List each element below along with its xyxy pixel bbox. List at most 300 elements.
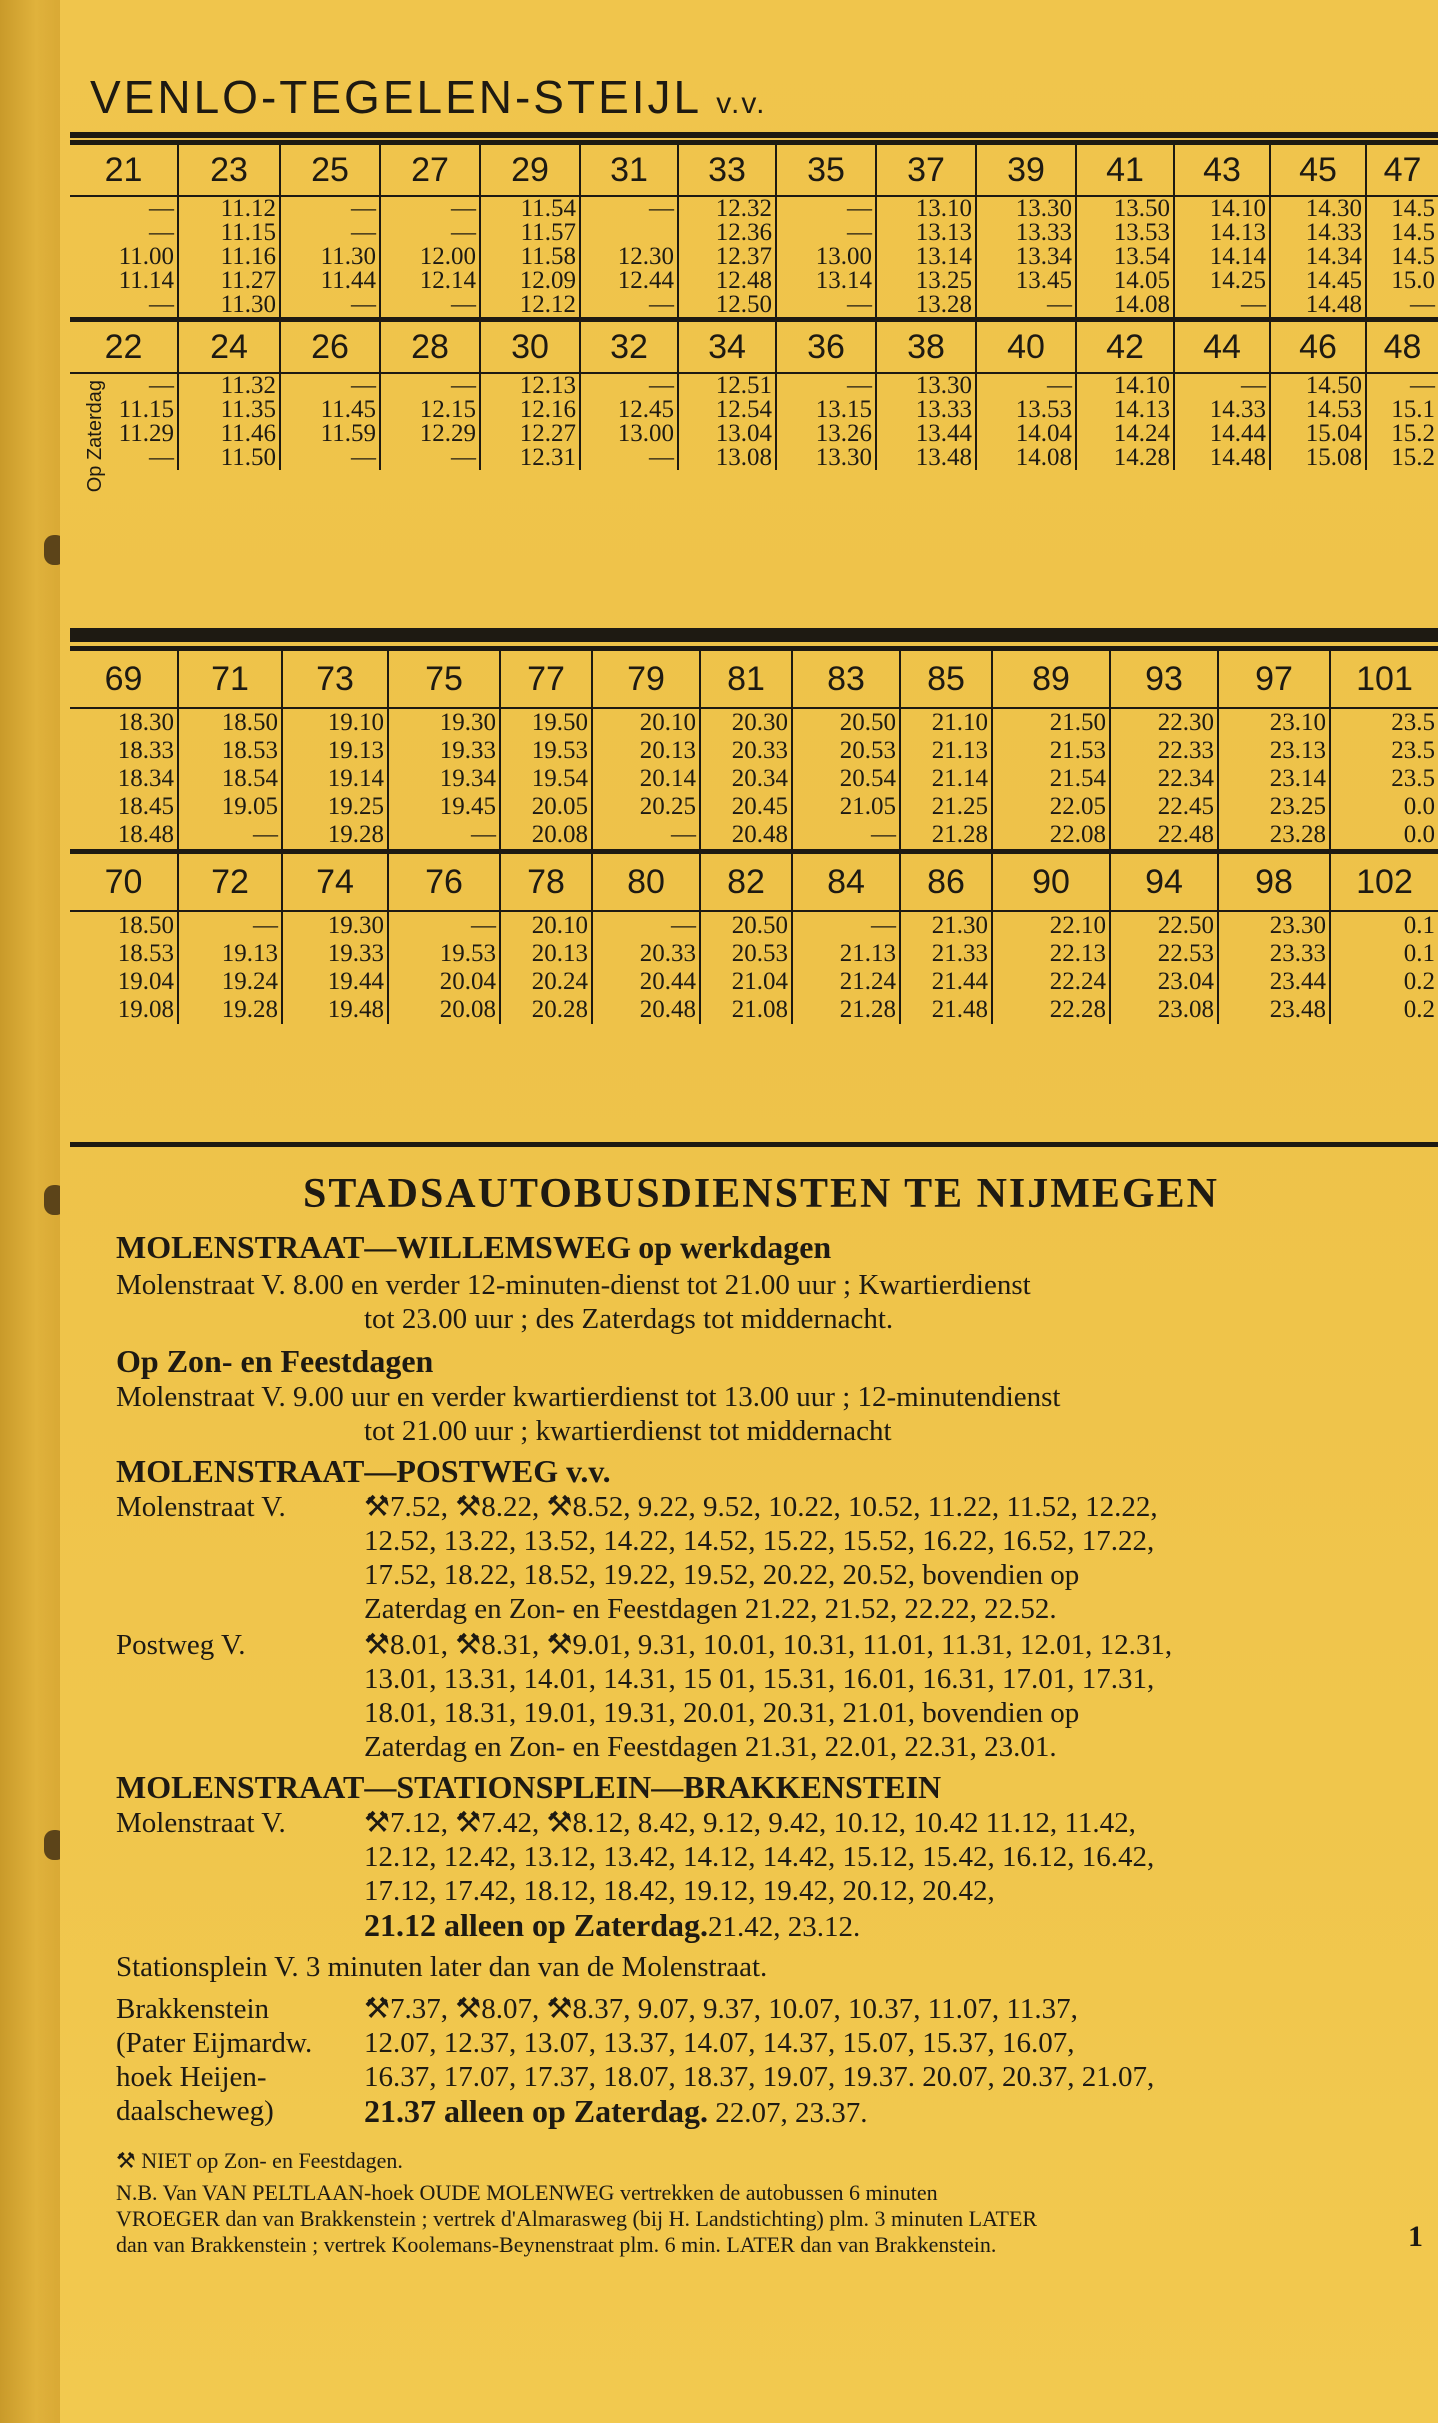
time-cell: 14.50 [1270,373,1366,398]
s1-line-1: Molenstraat V. 8.00 en verder 12-minuten-dienst tot 21.00 uur ; Kwartierdienst [116,1269,1031,1301]
train-number: 47 [1366,143,1438,197]
time-cell: 22.05 [992,793,1110,821]
time-cell: — [149,373,174,398]
time-cell: — [1366,293,1438,320]
time-cell: 23.14 [1218,765,1330,793]
time-cell: 12.27 [480,422,580,446]
s4-line-4: 21.12 alleen op Zaterdag.21.42, 23.12. [364,1907,861,1943]
train-number: 43 [1174,143,1270,197]
train-number: 77 [500,649,592,709]
time-cell: 23.48 [1218,996,1330,1024]
time-cell: 12.48 [678,269,776,293]
time-cell: 19.53 [500,737,592,765]
time-cell: 20.50 [792,708,900,737]
s3-line-6: 13.01, 13.31, 14.01, 14.31, 15 01, 15.31, 16.01, 16.31, 17.01, 17.31, [364,1663,1155,1695]
time-cell: 0.0 [1330,821,1438,852]
s4-label-brakkenstein: Brakkenstein [116,1993,270,2025]
time-cell: 13.33 [976,221,1076,245]
train-number: 45 [1270,143,1366,197]
time-cell: 18.53 [178,737,282,765]
time-cell: 19.34 [388,765,500,793]
time-cell: 0.1 [1330,911,1438,940]
time-cell: 14.08 [1076,293,1174,320]
train-number: 84 [792,852,900,912]
time-cell: 19.10 [282,708,388,737]
time-cell: 12.51 [678,373,776,398]
time-cell: 13.44 [876,422,976,446]
time-cell: 0.2 [1330,996,1438,1024]
timetable-row [70,293,1438,320]
train-number: 69 [70,649,178,709]
time-cell: 13.15 [776,398,876,422]
rail-timetable-top [70,140,1438,470]
train-number: 24 [178,320,280,374]
time-cell: 21.44 [900,968,992,996]
time-cell: 20.54 [792,765,900,793]
train-number: 48 [1366,320,1438,374]
time-cell: 19.53 [388,940,500,968]
time-cell: — [792,821,900,852]
time-cell: 13.33 [876,398,976,422]
s4-b-line-3: 16.37, 17.07, 17.37, 18.07, 18.37, 19.07, 19.37. 20.07, 20.37, 21.07, [364,2061,1155,2093]
time-cell: 18.34 [117,765,174,792]
time-cell: 20.33 [700,737,792,765]
time-cell: 23.28 [1218,821,1330,852]
time-cell: 12.09 [480,269,580,293]
train-number: 32 [580,320,678,374]
time-cell: 14.5 [1366,245,1438,269]
time-cell: — [388,911,500,940]
time-cell: 15.08 [1270,446,1366,470]
time-cell: 13.04 [678,422,776,446]
footnote-2: N.B. Van VAN PELTLAAN-hoek OUDE MOLENWEG vertrekken de autobussen 6 minuten [116,2180,938,2205]
s3-line-8: Zaterdag en Zon- en Feestdagen 21.31, 22.01, 22.31, 23.01. [364,1731,1057,1763]
time-cell: 18.50 [178,708,282,737]
rail-timetable-bottom [70,646,1438,1024]
time-cell: 23.10 [1218,708,1330,737]
time-cell: — [280,293,380,320]
train-number: 78 [500,852,592,912]
time-cell: 20.50 [700,911,792,940]
s4-title: MOLENSTRAAT—STATIONSPLEIN—BRAKKENSTEIN [116,1769,942,1805]
time-cell: 19.25 [282,793,388,821]
time-cell: 12.50 [678,293,776,320]
time-cell: 22.10 [992,911,1110,940]
time-cell: 11.30 [178,293,280,320]
time-cell: 12.36 [678,221,776,245]
time-cell: 14.5 [1366,221,1438,245]
time-cell: 20.53 [792,737,900,765]
time-cell: 13.14 [876,245,976,269]
time-cell: 19.44 [282,968,388,996]
time-cell: 20.48 [592,996,700,1024]
time-cell: 14.33 [1270,221,1366,245]
timetable-row [70,940,1438,968]
train-number: 73 [282,649,388,709]
s3-line-5: ⚒8.01, ⚒8.31, ⚒9.01, 9.31, 10.01, 10.31, 11.01, 11.31, 12.01, 12.31, [364,1629,1173,1661]
time-cell: 23.30 [1218,911,1330,940]
time-cell: 23.5 [1330,737,1438,765]
time-cell: 18.50 [117,912,174,939]
time-cell: 12.12 [480,293,580,320]
train-number: 86 [900,852,992,912]
train-number: 37 [876,143,976,197]
time-cell: — [178,911,282,940]
s4-stationsplein: Stationsplein V. 3 minuten later dan van de Molenstraat. [116,1951,768,1983]
train-number: 27 [380,143,480,197]
train-number: 72 [178,852,282,912]
time-cell: — [280,446,380,470]
time-cell: — [380,196,480,221]
time-cell: 19.33 [388,737,500,765]
s4-label-molenstraat: Molenstraat V. [116,1807,286,1839]
time-cell: 22.13 [992,940,1110,968]
time-cell: 22.48 [1110,821,1218,852]
time-cell: 20.13 [500,940,592,968]
time-cell: 11.54 [480,196,580,221]
time-cell: 14.14 [1174,245,1270,269]
time-cell: 21.50 [992,708,1110,737]
time-cell: — [149,446,174,470]
time-cell: 14.44 [1174,422,1270,446]
time-cell: 0.2 [1330,968,1438,996]
time-cell: 11.57 [480,221,580,245]
timetable-row [70,422,1438,446]
time-cell: 14.34 [1270,245,1366,269]
time-cell: — [1174,293,1270,320]
time-cell: 19.30 [388,708,500,737]
time-cell: — [380,221,480,245]
train-number: 80 [592,852,700,912]
time-cell: 11.45 [280,398,380,422]
time-cell: 14.53 [1270,398,1366,422]
rail-title-suffix: v.v. [716,87,767,120]
time-cell: 11.16 [178,245,280,269]
time-cell: 13.30 [776,446,876,470]
time-cell: 11.35 [178,398,280,422]
time-cell: 21.08 [700,996,792,1024]
s2-title: Op Zon- en Feestdagen [116,1343,434,1379]
time-cell: 11.15 [118,398,174,422]
time-cell: 13.54 [1076,245,1174,269]
time-cell: 21.30 [900,911,992,940]
rail-title [90,70,766,124]
timetable-row [70,221,1438,245]
time-cell: — [280,221,380,245]
time-cell: 20.44 [592,968,700,996]
time-cell: 23.08 [1110,996,1218,1024]
s4-line-1: ⚒7.12, ⚒7.42, ⚒8.12, 8.42, 9.12, 9.42, 10.12, 10.42 11.12, 11.42, [364,1807,1136,1839]
train-number: 25 [280,143,380,197]
time-cell: — [976,373,1076,398]
time-cell: 11.29 [118,422,174,446]
train-number: 44 [1174,320,1270,374]
time-cell: 23.33 [1218,940,1330,968]
time-cell: — [776,196,876,221]
train-number: 85 [900,649,992,709]
time-cell: 18.30 [117,709,174,736]
note-op-zaterdag: Op Zaterdag [84,380,106,493]
timetable-row [70,765,1438,793]
train-number: 39 [976,143,1076,197]
time-cell: — [580,293,678,320]
footnote-4: dan van Brakkenstein ; vertrek Koolemans-Beynenstraat plm. 6 min. LATER dan van Brakkenstein. [116,2232,997,2257]
time-cell: — [388,821,500,852]
time-cell: 13.34 [976,245,1076,269]
time-cell: 19.45 [388,793,500,821]
s1-line-2: tot 23.00 uur ; des Zaterdags tot middernacht. [364,1303,894,1335]
time-cell [580,221,678,245]
time-cell: 21.28 [900,821,992,852]
time-cell: 22.33 [1110,737,1218,765]
bus-section [116,1170,1423,2410]
time-cell: — [178,821,282,852]
train-number: 94 [1110,852,1218,912]
time-cell: 23.04 [1110,968,1218,996]
time-cell: 18.45 [117,793,174,820]
time-cell: 0.0 [1330,793,1438,821]
time-cell: 11.15 [178,221,280,245]
time-cell: 11.30 [280,245,380,269]
footnote-1: ⚒ NIET op Zon- en Feestdagen. [116,2148,403,2173]
time-cell: 14.45 [1270,269,1366,293]
time-cell: — [580,373,678,398]
time-cell: 12.15 [380,398,480,422]
timetable-header-row [70,143,1438,197]
time-cell: 12.54 [678,398,776,422]
time-cell: 19.24 [178,968,282,996]
time-cell: 21.28 [792,996,900,1024]
time-cell: 14.30 [1270,196,1366,221]
bus-heading: STADSAUTOBUSDIENSTEN TE NIJMEGEN [303,1171,1219,1217]
s4-label-hoek: hoek Heijen- [116,2061,267,2093]
time-cell: 19.04 [117,968,174,995]
time-cell: 12.29 [380,422,480,446]
time-cell: 19.28 [282,821,388,852]
train-number: 97 [1218,649,1330,709]
time-cell: 11.59 [280,422,380,446]
time-cell: 14.5 [1366,196,1438,221]
s4-line-3: 17.12, 17.42, 18.12, 18.42, 19.12, 19.42, 20.12, 20.42, [364,1875,995,1907]
bottom-rule [70,1142,1438,1147]
train-number: 23 [178,143,280,197]
time-cell: 13.13 [876,221,976,245]
time-cell: 14.10 [1076,373,1174,398]
train-number: 89 [992,649,1110,709]
time-cell: 13.25 [876,269,976,293]
time-cell: 14.24 [1076,422,1174,446]
rail-title-main: VENLO-TEGELEN-STEIJL [90,71,701,123]
timetable-header-row [70,649,1438,709]
train-number: 75 [388,649,500,709]
train-number: 98 [1218,852,1330,912]
time-cell: 20.53 [700,940,792,968]
s3-line-7: 18.01, 18.31, 19.01, 19.31, 20.01, 20.31, 21.01, bovendien op [364,1697,1080,1729]
time-cell: 11.58 [480,245,580,269]
time-cell: 13.30 [876,373,976,398]
time-cell: — [776,373,876,398]
time-cell: 22.45 [1110,793,1218,821]
time-cell: 11.44 [280,269,380,293]
timetable-row [70,373,1438,398]
train-number: 38 [876,320,976,374]
train-number: 102 [1330,852,1438,912]
timetable-row [70,269,1438,293]
train-number: 34 [678,320,776,374]
time-cell: 13.00 [776,245,876,269]
time-cell: 23.5 [1330,708,1438,737]
time-cell: — [280,373,380,398]
time-cell: 22.30 [1110,708,1218,737]
time-cell: 22.24 [992,968,1110,996]
train-number: 42 [1076,320,1174,374]
s4-b-line-1: ⚒7.37, ⚒8.07, ⚒8.37, 9.07, 9.37, 10.07, 10.37, 11.07, 11.37, [364,1993,1078,2025]
time-cell: 23.13 [1218,737,1330,765]
time-cell: 18.48 [117,821,174,848]
timetable-row [70,245,1438,269]
train-number: 26 [280,320,380,374]
time-cell: — [380,293,480,320]
s1-title: MOLENSTRAAT—WILLEMSWEG op werkdagen [116,1229,832,1265]
train-number: 30 [480,320,580,374]
s4-label-daal: daalscheweg) [116,2095,274,2127]
time-cell: 22.34 [1110,765,1218,793]
train-number: 70 [70,852,178,912]
time-cell: 15.0 [1366,269,1438,293]
time-cell: 11.50 [178,446,280,470]
time-cell: 18.33 [117,737,174,764]
time-cell: 21.33 [900,940,992,968]
time-cell: 22.50 [1110,911,1218,940]
time-cell: — [149,293,174,318]
s3-label-postweg: Postweg V. [116,1629,246,1661]
time-cell: 19.30 [282,911,388,940]
time-cell: 13.45 [976,269,1076,293]
top-rule [70,132,1438,138]
time-cell: 19.48 [282,996,388,1024]
time-cell: 12.14 [380,269,480,293]
time-cell: 21.48 [900,996,992,1024]
time-cell: 20.25 [592,793,700,821]
time-cell: 11.12 [178,196,280,221]
train-number: 79 [592,649,700,709]
time-cell: 13.50 [1076,196,1174,221]
train-number: 76 [388,852,500,912]
mid-rule [70,628,1438,642]
train-number: 83 [792,649,900,709]
time-cell: — [580,196,678,221]
time-cell: 20.45 [700,793,792,821]
time-cell: 15.1 [1366,398,1438,422]
time-cell: 21.04 [700,968,792,996]
s2-line-1: Molenstraat V. 9.00 uur en verder kwartierdienst tot 13.00 uur ; 12-minutendienst [116,1381,1061,1413]
time-cell: 14.33 [1174,398,1270,422]
time-cell: 14.13 [1174,221,1270,245]
time-cell: 14.13 [1076,398,1174,422]
timetable-row [70,821,1438,852]
time-cell: 20.14 [592,765,700,793]
train-number: 81 [700,649,792,709]
time-cell: 19.14 [282,765,388,793]
train-number: 101 [1330,649,1438,709]
time-cell: 14.08 [976,446,1076,470]
time-cell: 22.53 [1110,940,1218,968]
time-cell: 18.54 [178,765,282,793]
train-number: 40 [976,320,1076,374]
train-number: 36 [776,320,876,374]
time-cell: 13.30 [976,196,1076,221]
time-cell: 15.2 [1366,422,1438,446]
s4-line-2: 12.12, 12.42, 13.12, 13.42, 14.12, 14.42, 15.12, 15.42, 16.12, 16.42, [364,1841,1155,1873]
time-cell: 20.05 [500,793,592,821]
time-cell: 21.13 [900,737,992,765]
timetable-row [70,708,1438,737]
time-cell: 21.10 [900,708,992,737]
time-cell: — [792,911,900,940]
footnote-3: VROEGER dan van Brakkenstein ; vertrek d'Almarasweg (bij H. Landstichting) plm. 3 minuten LATER [116,2206,1038,2231]
train-number: 29 [480,143,580,197]
time-cell: 13.00 [580,422,678,446]
time-cell: 20.04 [388,968,500,996]
time-cell: 12.44 [580,269,678,293]
time-cell: 23.25 [1218,793,1330,821]
time-cell: 14.10 [1174,196,1270,221]
time-cell: 13.53 [976,398,1076,422]
time-cell: 13.26 [776,422,876,446]
train-number: 82 [700,852,792,912]
time-cell: 21.25 [900,793,992,821]
timetable-row [70,968,1438,996]
time-cell: 14.28 [1076,446,1174,470]
time-cell: 19.13 [282,737,388,765]
train-number: 28 [380,320,480,374]
time-cell: — [1366,373,1438,398]
time-cell: 20.28 [500,996,592,1024]
time-cell: 14.04 [976,422,1076,446]
time-cell: 21.14 [900,765,992,793]
s3-title: MOLENSTRAAT—POSTWEG v.v. [116,1453,611,1489]
timetable-row [70,446,1438,470]
time-cell: — [592,911,700,940]
time-cell: 20.08 [500,821,592,852]
train-number: 35 [776,143,876,197]
time-cell: 20.24 [500,968,592,996]
s3-label-molenstraat: Molenstraat V. [116,1491,286,1523]
time-cell: 23.44 [1218,968,1330,996]
time-cell: 13.28 [876,293,976,320]
time-cell: 11.00 [118,245,174,269]
s4-label-pater: (Pater Eijmardw. [116,2027,313,2059]
time-cell: — [1174,373,1270,398]
s4-b-line-2: 12.07, 12.37, 13.07, 13.37, 14.07, 14.37, 15.07, 15.37, 16.07, [364,2027,1075,2059]
time-cell: 20.13 [592,737,700,765]
time-cell: 15.04 [1270,422,1366,446]
timetable-row [70,737,1438,765]
time-cell: 0.1 [1330,940,1438,968]
time-cell: 14.25 [1174,269,1270,293]
time-cell: 14.48 [1270,293,1366,320]
train-number: 71 [178,649,282,709]
time-cell: 12.16 [480,398,580,422]
train-number: 74 [282,852,388,912]
book-spine [0,0,62,2423]
time-cell: 23.5 [1330,765,1438,793]
time-cell: 20.10 [500,911,592,940]
time-cell: — [592,821,700,852]
time-cell: 14.48 [1174,446,1270,470]
time-cell: 20.34 [700,765,792,793]
timetable-row [70,398,1438,422]
